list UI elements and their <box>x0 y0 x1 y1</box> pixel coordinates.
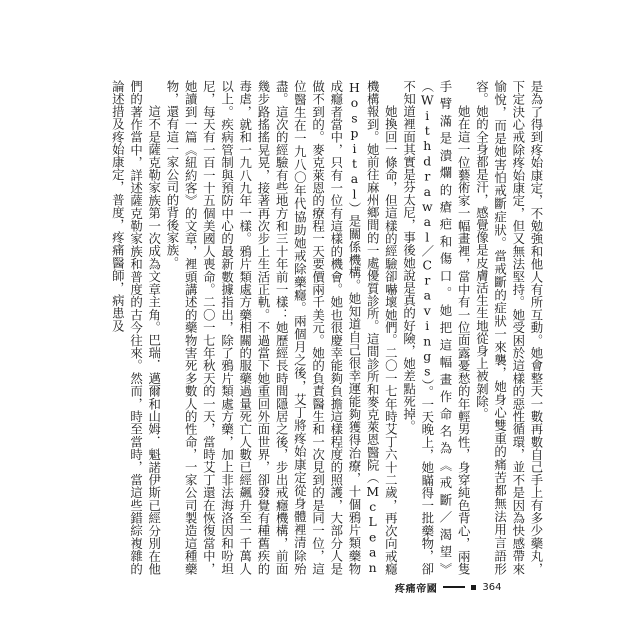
paragraph: 她換回一條命，但這樣的經驗卻嚇壞她們。二〇一七年時艾丁六十二歲，再次向戒癮機構報到。她前往麻州鄉間的一處優質診所。這間診所和麥克萊恩醫院（McLean Hospital）是關係機構。她知道自己很幸運能夠獲得治療，十個鴉片類藥物成癮者當中，只有一位有這樣的機會。她也很慶幸能夠負擔這樣程度的照護，大部分人是做不到的。麥克萊恩的療程一天要價兩千美元。她的負責醫生和一次見到的是同一位，這位醫生在一九八〇年代協助她戒除藥癮。兩個月之後，艾丁將疼始康定從身體裡清除殆盡。這次的經驗有些地方和三十年前一樣：她歷經長時間隱居之後，步出戒癮機構，前面幾步路搖搖晃晃，接著再次步上生活正軌。不過當下她重回外面世界，卻發覺有種舊疾的毒虐，就和一九八九年一樣。鴉片類處方藥相關的服藥過量死亡人數已經飆升至一千萬人以上。疾病管制與預防中心的最新數據指出，除了鴉片類處方藥，加上非法海洛因和吩坦尼，每天有一百一十五個美國人喪命。二〇一七年秋天的一天，當時艾丁還在恢復當中，她讀到一篇《紐約客》的文章，裡頭講述的藥物害死多數人的性命，一家公司製造這種藥物，還有這一家公司的背後家族。 <box>164 80 399 575</box>
running-title: 疼痛帝國 <box>395 583 438 595</box>
body-text <box>108 80 545 575</box>
paragraph: 這不是薩克勒家族第一次成為文章主角。巴瑞．邁爾和山姆．魁諾伊斯已經分別在他們的著作當中，詳述薩克勒家族和普度的古今往來。然而，時至當時，當這些錯綜複雜的論述措及疼始康定，普度，疼痛醫師，病患及 <box>110 80 162 575</box>
page-number: 364 <box>482 581 502 593</box>
paragraph: 是為了得到疼始康定，不勉強和他人有所互動。她會整天一數再數自己手上有多少藥丸，下定決心戒除疼始康定，但又無法堅持。她受困於這樣的惡性循環，並不是因為快感帶來愉悅，而是她害怕戒斷症狀。當戒斷的症狀一來襲，她身心雙重的痛苦都無法用言語形容。她的全身都是汗，感覺像是皮膚活生生地從身上被剝除。 <box>474 80 544 575</box>
footer-square-ornament <box>471 585 476 590</box>
page-footer <box>395 578 502 596</box>
paragraph: 她在這一位藝術家一幅畫裡，當中有一位面露憂愁的年輕男性，身穿純色背心，兩隻手臂滿是潰爛的瘡疤和傷口。她把這幅畫作命名為《戒斷／渴望》（Withdrawal／Cravings）。一天晚上，她瞞得一批藥物，卻不知道裡面其實是芬太尼，事後她說是真的好險，她差點死掉。 <box>401 80 472 575</box>
footer-rule <box>443 586 465 588</box>
